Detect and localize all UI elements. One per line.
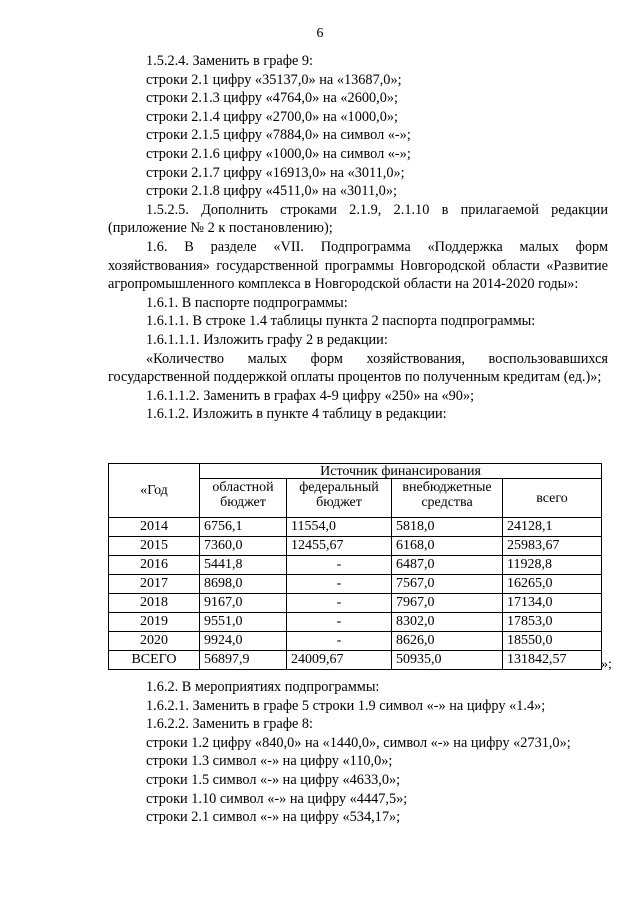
cell-federal: - [287, 556, 392, 575]
header-extrabudget: внебюджетные средства [392, 479, 503, 518]
cell-year: 2017 [109, 575, 200, 594]
cell-extrabudget: 7967,0 [392, 594, 503, 613]
table-row [109, 632, 602, 651]
text-line: 1.6.1.1.1. Изложить графу 2 в редакции: [146, 331, 388, 348]
bottom-text-block [108, 678, 608, 827]
text-line: 1.6.1. В паспорте подпрограммы: [146, 294, 348, 311]
text-line: 1.6. В разделе «VII. Подпрограмма «Поддержка малых форм хозяйствования» государственной программы Новгородской области «Развитие агропромышленного комплекса в Новгородской области на 2014-2020 годы»: [108, 238, 608, 293]
text-line: строки 2.1.8 цифру «4511,0» на «3011,0»; [146, 183, 397, 200]
cell-federal: - [287, 575, 392, 594]
cell-extrabudget: 8626,0 [392, 632, 503, 651]
cell-total: 11928,8 [503, 556, 602, 575]
cell-total: 25983,67 [503, 537, 602, 556]
cell-federal: 24009,67 [287, 651, 392, 670]
cell-extrabudget: 6168,0 [392, 537, 503, 556]
cell-regional: 7360,0 [200, 537, 287, 556]
cell-total: 16265,0 [503, 575, 602, 594]
cell-regional: 8698,0 [200, 575, 287, 594]
text-line: 1.5.2.4. Заменить в графе 9: [146, 53, 313, 69]
text-line: «Количество малых форм хозяйствования, воспользовавшихся государственной поддержкой оплаты процентов по полученным кредитам (ед.)»; [108, 350, 608, 386]
cell-federal: - [287, 613, 392, 632]
text-line: 1.6.2. В мероприятиях подпрограммы: [146, 679, 380, 695]
cell-regional: 6756,1 [200, 518, 287, 537]
table-row [109, 613, 602, 632]
table-closing-mark: »; [601, 657, 612, 672]
table-row [109, 537, 602, 556]
cell-regional: 9924,0 [200, 632, 287, 651]
text-line: строки 2.1.4 цифру «2700,0» на «1000,0»; [146, 108, 398, 125]
cell-total: 24128,1 [503, 518, 602, 537]
cell-regional: 9551,0 [200, 613, 287, 632]
table-row [109, 594, 602, 613]
text-line: 1.6.2.1. Заменить в графе 5 строки 1.9 символ «-» на цифру «1.4»; [146, 697, 546, 714]
text-line: строки 2.1.3 цифру «4764,0» на «2600,0»; [146, 90, 398, 107]
text-line: 1.5.2.5. Дополнить строками 2.1.9, 2.1.10 в прилагаемой редакции (приложение № 2 к постановлению); [108, 201, 608, 237]
cell-regional: 56897,9 [200, 651, 287, 670]
cell-regional: 5441,8 [200, 556, 287, 575]
cell-year: 2019 [109, 613, 200, 632]
text-line: строки 2.1.6 цифру «1000,0» на символ «-»; [146, 145, 411, 162]
cell-federal: 12455,67 [287, 537, 392, 556]
text-line: строки 1.5 символ «-» на цифру «4633,0»; [146, 771, 401, 788]
text-line: 1.6.1.2. Изложить в пункте 4 таблицу в редакции: [146, 406, 447, 423]
text-line: строки 2.1.7 цифру «16913,0» на «3011,0»; [146, 164, 405, 181]
funding-table [108, 463, 602, 670]
cell-federal: - [287, 632, 392, 651]
top-text-block [108, 52, 608, 424]
header-source: Источник финансирования [200, 464, 602, 479]
text-line: 1.6.1.1.2. Заменить в графах 4-9 цифру «250» на «90»; [146, 387, 475, 404]
cell-extrabudget: 5818,0 [392, 518, 503, 537]
cell-extrabudget: 7567,0 [392, 575, 503, 594]
header-year: «Год [109, 464, 200, 518]
text-line: строки 2.1 цифру «35137,0» на «13687,0»; [146, 71, 402, 88]
cell-total: 17853,0 [503, 613, 602, 632]
cell-year: 2020 [109, 632, 200, 651]
text-line: строки 1.2 цифру «840,0» на «1440,0», символ «-» на цифру «2731,0»; [146, 734, 571, 751]
cell-regional: 9167,0 [200, 594, 287, 613]
text-line: строки 2.1.5 цифру «7884,0» на символ «-»; [146, 127, 411, 144]
cell-total: 17134,0 [503, 594, 602, 613]
cell-extrabudget: 8302,0 [392, 613, 503, 632]
table-row [109, 556, 602, 575]
table-row [109, 651, 602, 670]
text-line: 1.6.1.1. В строке 1.4 таблицы пункта 2 паспорта подпрограммы: [146, 313, 536, 330]
text-line: строки 2.1 символ «-» на цифру «534,17»; [146, 809, 401, 826]
cell-federal: 11554,0 [287, 518, 392, 537]
cell-federal: - [287, 594, 392, 613]
text-line: строки 1.10 символ «-» на цифру «4447,5»; [146, 790, 408, 807]
cell-year: 2018 [109, 594, 200, 613]
cell-year: ВСЕГО [109, 651, 200, 670]
cell-total: 131842,57 [503, 651, 602, 670]
header-federal: федеральный бюджет [287, 479, 392, 518]
text-line: 1.6.2.2. Заменить в графе 8: [146, 716, 313, 733]
cell-extrabudget: 50935,0 [392, 651, 503, 670]
cell-year: 2016 [109, 556, 200, 575]
cell-year: 2015 [109, 537, 200, 556]
page-number: 6 [316, 26, 324, 41]
cell-extrabudget: 6487,0 [392, 556, 503, 575]
header-total: всего [503, 479, 602, 518]
cell-total: 18550,0 [503, 632, 602, 651]
funding-table-body [109, 518, 602, 670]
table-row [109, 575, 602, 594]
table-row [109, 518, 602, 537]
cell-year: 2014 [109, 518, 200, 537]
header-regional: областной бюджет [200, 479, 287, 518]
text-line: строки 1.3 символ «-» на цифру «110,0»; [146, 753, 393, 770]
